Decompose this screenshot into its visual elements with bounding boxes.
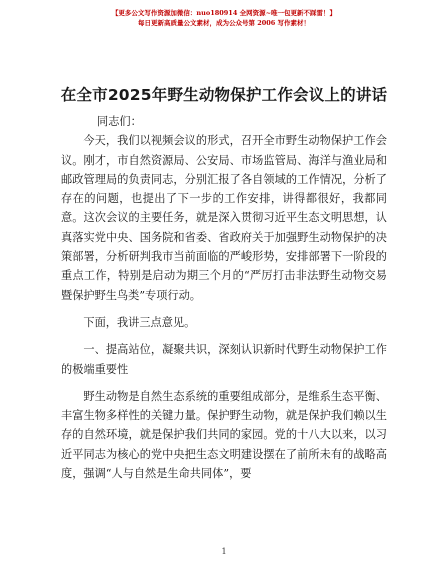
promo-line-2: 每日更新高质量公文素材，成为公众号第 2006 写作素材！ (137, 19, 311, 27)
document-body (61, 112, 387, 483)
paragraph-opening: 今天，我们以视频会议的形式，召开全市野生动物保护工作会议。刚才，市自然资源局、公安局、市场监管局、海洋与渔业局和邮政管理局的负责同志，分别汇报了各自领域的工作情况，分析了存在的问题，也提出了下一步的工作安排，讲得都很好，我都同意。这次会议的主要任务，就是深入贯彻习近平生态文明思想，认真落实党中央、国务院和省委、省政府关于加强野生动物保护的决策部署，分析研判我市当前面临的严峻形势，安排部署下一阶段的重点工作，特别是启动为期三个月的“严厉打击非法野生动物交易暨保护野生鸟类”专项行动。 (61, 134, 387, 302)
section-heading-1: 一、提高站位，凝聚共识，深刻认识新时代野生动物保护工作的极端重要性 (61, 343, 387, 376)
paragraph-section-1: 野生动物是自然生态系统的重要组成部分，是维系生态平衡、丰富生物多样性的关键力量。保护野生动物，就是保护我们赖以生存的自然环境，就是保护我们共同的家园。党的十八大以来，以习近平同志为核心的党中央把生态文明建设摆在了前所未有的战略高度，强调“人与自然是生命共同体”，要 (61, 389, 387, 481)
document-title: 在全市2025年野生动物保护工作会议上的讲话 (60, 86, 388, 104)
promo-line-1: 【更多公文写作资源加微信：nuo180914 全网资源~唯一包更新不踩雷！】 (111, 9, 337, 17)
salutation: 同志们： (97, 115, 142, 128)
paragraph-transition: 下面，我讲三点意见。 (83, 315, 196, 329)
page-number: 1 (221, 547, 227, 556)
promo-banner (0, 8, 448, 28)
